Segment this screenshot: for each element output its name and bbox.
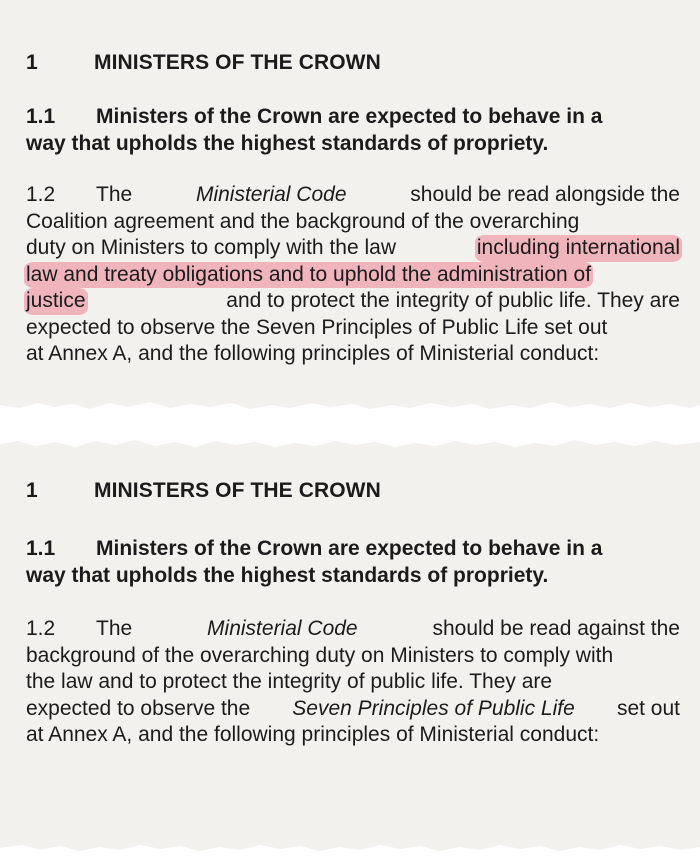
highlight-mark: justice xyxy=(24,288,88,315)
paragraph-1-1: 1.1 Ministers of the Crown are expected to behave in a way that upholds the highest standards of propriety. xyxy=(26,537,603,587)
paragraph-1-2: 1.2 The Ministerial Code should be read alongside the Coalition agreement and the background of the overarching duty on Ministers to comply with the law including international law and treaty obligations and to uphold the administration of justice and to protect the integrity of public life. They are expected to observe the Seven Principles of Public Life set out at Annex A, and the following principles of Ministerial conduct: xyxy=(26,183,680,365)
clipping-after xyxy=(0,438,700,854)
section-heading: 1 MINISTERS OF THE CROWN xyxy=(26,51,381,74)
highlight-mark: law and treaty obligations and to uphold the administration of xyxy=(24,262,593,289)
highlight-mark: including international xyxy=(475,235,682,262)
paragraph-1-1: 1.1 Ministers of the Crown are expected to behave in a way that upholds the highest standards of propriety. xyxy=(26,105,603,155)
torn-edge xyxy=(0,437,700,451)
paragraph-1-2: 1.2 The Ministerial Code should be read against the background of the overarching duty on Ministers to comply with the law and to protect the integrity of public life. They are expected to observe the Seven Principles of Public Life set out at Annex A, and the following principles of Ministerial conduct: xyxy=(26,617,680,746)
torn-edge xyxy=(0,399,700,413)
clipping-before xyxy=(0,0,700,412)
section-heading: 1 MINISTERS OF THE CROWN xyxy=(26,479,381,502)
torn-edge xyxy=(0,841,700,855)
